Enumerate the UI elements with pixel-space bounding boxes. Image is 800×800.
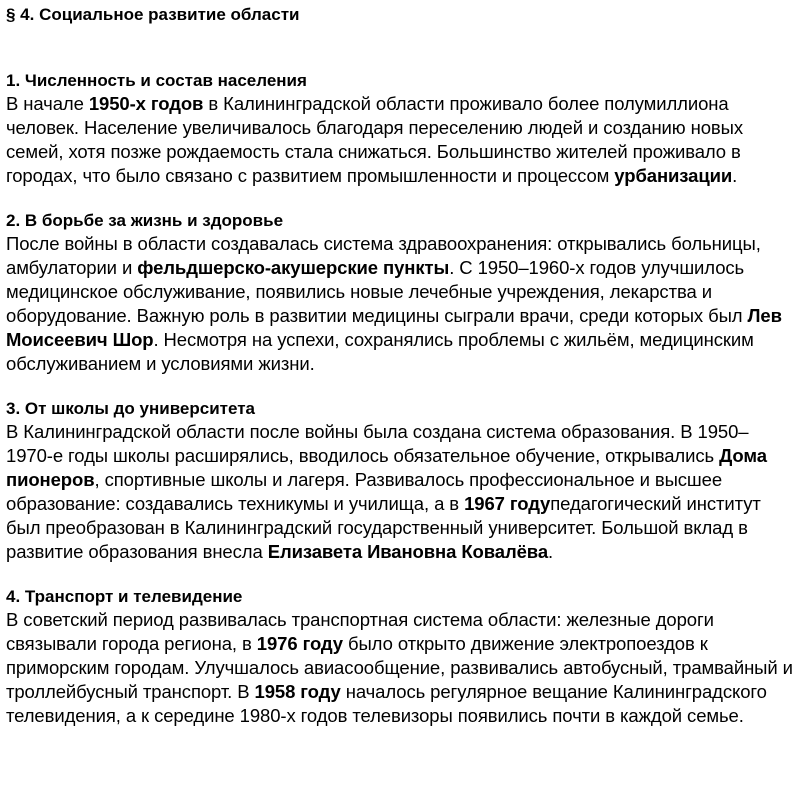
section-health bbox=[6, 209, 794, 376]
section-heading: 2. В борьбе за жизнь и здоровье bbox=[6, 211, 284, 230]
section-transport bbox=[6, 585, 794, 728]
section-paragraph: В Калининградской области после войны была создана система образования. В 1950–1970-е годы школы расширялись, вводилось обязательное обучение, открывались Дома пионеров, спортивные школы и лагеря. Развивалось профессиональное и высшее образование: создавались техникумы и училища, а в 1967 годупедагогический институт был преобразован в Калининградский государственный университет. Большой вклад в развитие образования внесла Елизавета Ивановна Ковалёва. bbox=[6, 421, 767, 562]
section-heading: 3. От школы до университета bbox=[6, 399, 256, 418]
section-heading: 4. Транспорт и телевидение bbox=[6, 587, 243, 606]
document-title: § 4. Социальное развитие области bbox=[6, 5, 300, 24]
section-population bbox=[6, 69, 794, 188]
section-education bbox=[6, 397, 794, 564]
section-paragraph: В советский период развивалась транспортная система области: железные дороги связывали города региона, в 1976 году было открыто движение электропоездов к приморским городам. Улучшалось авиасообщение, развивались автобусный, трамвайный и троллейбусный транспорт. В 1958 году началось регулярное вещание Калининградского телевидения, а к середине 1980-х годов телевизоры появились почти в каждой семье. bbox=[6, 609, 793, 726]
section-paragraph: В начале 1950-х годов в Калининградской области проживало более полумиллиона человек. Население увеличивалось благодаря переселению людей и созданию новых семей, хотя позже рождаемость стала снижаться. Большинство жителей проживало в городах, что было связано с развитием промышленности и процессом урбанизации. bbox=[6, 93, 743, 186]
section-paragraph: После войны в области создавалась система здравоохранения: открывались больницы, амбулатории и фельдшерско-акушерские пункты. С 1950–1960-х годов улучшилось медицинское обслуживание, появились новые лечебные учреждения, лекарства и оборудование. Важную роль в развитии медицины сыграли врачи, среди которых был Лев Моисеевич Шор. Несмотря на успехи, сохранялись проблемы с жильём, медицинским обслуживанием и условиями жизни. bbox=[6, 233, 782, 374]
section-heading: 1. Численность и состав населения bbox=[6, 71, 307, 90]
